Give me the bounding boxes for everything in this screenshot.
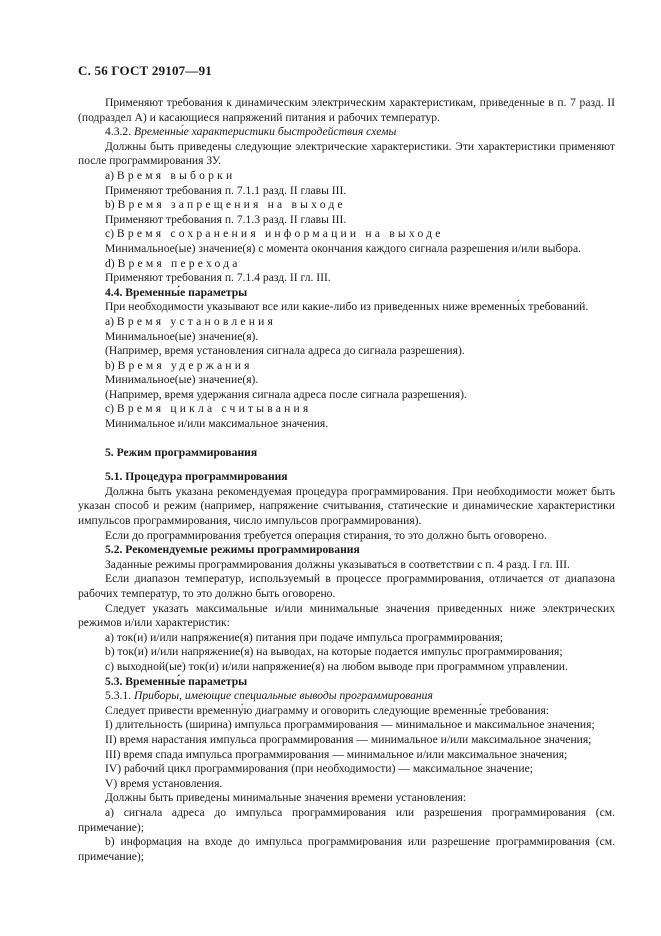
subsection-number: 4.3.2. bbox=[105, 125, 132, 139]
subsection-title: Приборы, имеющие специальные выводы программирования bbox=[134, 689, 433, 703]
section-heading: 5.1. Процедура программирования bbox=[105, 470, 288, 484]
item-marker: с) bbox=[105, 402, 115, 416]
spaced-term: Время сохранения информации на выходе bbox=[116, 227, 444, 241]
paragraph: При необходимости указывают все или какие-либо из приведенных ниже временны́х требований. bbox=[105, 300, 589, 314]
item-marker: с) bbox=[105, 227, 115, 241]
item-marker: а) bbox=[105, 314, 115, 328]
document-body bbox=[78, 96, 615, 864]
list-item bbox=[78, 169, 615, 184]
subsection-title: Временны́е характеристики быстродействия схемы bbox=[134, 125, 397, 139]
paragraph: Должна быть указана рекомендуемая процедура программирования. При необходимости может быть указан способ и режим (например, напряжение считывания, статические и динамические характеристики импульсов программирования, число импульсов программирования). bbox=[78, 484, 615, 528]
list-item bbox=[78, 198, 615, 213]
spaced-term: Время удержания bbox=[117, 358, 253, 372]
paragraph: Следует указать максимальные и/или минимальные значения приведенных ниже электрических режимов и/или характеристик: bbox=[78, 601, 615, 630]
item-marker: а) bbox=[105, 168, 115, 182]
list-item bbox=[78, 257, 615, 272]
spaced-term: Время цикла считывания bbox=[116, 402, 312, 416]
list-item bbox=[78, 315, 615, 330]
paragraph: Применяют требования п. 7.1.4 разд. II гл. III. bbox=[105, 271, 331, 285]
spacer bbox=[78, 460, 615, 470]
item-marker: b) bbox=[105, 358, 115, 372]
list-item: b) информация на входе до импульса программирования или разрешение программирования (см. примечание); bbox=[78, 835, 615, 863]
subsection-number: 5.3.1. bbox=[105, 689, 132, 703]
list-item bbox=[78, 359, 615, 374]
section-heading: 5. Режим программирования bbox=[105, 445, 258, 459]
spaced-term: Время установления bbox=[116, 314, 277, 328]
paragraph: Следует привести временну́ю диаграмму и оговорить следующие временны́е требования: bbox=[105, 703, 549, 717]
section-heading: 4.4. Временны́е параметры bbox=[105, 285, 248, 299]
list-item: V) время установления. bbox=[105, 776, 223, 790]
list-item: IV) рабочий цикл программирования (при необходимости) — максимальное значение; bbox=[105, 762, 533, 776]
list-item bbox=[78, 227, 615, 242]
paragraph: Минимальное(ые) значение(я) с момента окончания каждого сигнала разрешения и/или выбора. bbox=[105, 241, 582, 255]
spaced-term: Время выборки bbox=[116, 168, 236, 182]
paragraph: Минимальное(ые) значение(я). bbox=[105, 373, 259, 387]
paragraph: Если до программирования требуется операция стирания, то это должно быть оговорено. bbox=[105, 528, 547, 542]
list-item: а) ток(и) и/или напряжение(я) питания при подаче импульса программирования; bbox=[105, 630, 504, 644]
paragraph: Заданные режимы программирования должны указываться в соответствии с п. 4 разд. I гл. III. bbox=[105, 557, 570, 571]
paragraph: Должны быть приведены минимальные значения времени установления: bbox=[105, 791, 467, 805]
paragraph: Применяют требования п. 7.1.3 разд. II главы III. bbox=[105, 212, 347, 226]
spaced-term: Время запрещения на выходе bbox=[117, 198, 346, 212]
paragraph: Если диапазон температур, используемый в процессе программирования, отличается от диапазона рабочих температур, то это должно быть оговорено. bbox=[78, 572, 615, 600]
paragraph: Минимальное и/или максимальное значения. bbox=[105, 417, 329, 431]
paragraph: Применяют требования к динамическим электрическим характеристикам, приведенные в п. 7 разд. II (подраздел А) и касающиеся напряжений питания и рабочих температур. bbox=[78, 96, 615, 124]
item-marker: b) bbox=[105, 198, 115, 212]
paragraph: Применяют требования п. 7.1.1 разд. II главы III. bbox=[105, 183, 347, 197]
paragraph: (Например, время удержания сигнала адреса после сигнала разрешения). bbox=[105, 387, 467, 401]
paragraph: Должны быть приведены следующие электрические характеристики. Эти характеристики применяют после программирования ЗУ. bbox=[78, 139, 615, 168]
spaced-term: Время перехода bbox=[117, 256, 241, 270]
list-item: а) сигнала адреса до импульса программирования или разрешения программирования (см. примечание); bbox=[78, 805, 615, 834]
list-item: с) выходной(ые) ток(и) и/или напряжение(я) на любом выводе при программном управлении. bbox=[105, 659, 568, 673]
section-heading: 5.2. Рекомендуемые режимы программирования bbox=[105, 543, 360, 557]
paragraph: Минимальное(ые) значение(я). bbox=[105, 329, 259, 343]
subsection-heading bbox=[78, 125, 615, 140]
subsection-heading bbox=[78, 689, 615, 704]
spacer bbox=[78, 432, 615, 446]
page-header: С. 56 ГОСТ 29107—91 bbox=[78, 63, 212, 78]
paragraph: (Например, время установления сигнала адреса до сигнала разрешения). bbox=[105, 344, 465, 358]
list-item: II) время нарастания импульса программирования — минимальное и/или максимальное значения; bbox=[105, 732, 592, 746]
list-item: b) ток(и) и/или напряжение(я) на выводах, на которые подается импульс программирования; bbox=[105, 645, 563, 659]
section-heading: 5.3. Временны́е параметры bbox=[105, 674, 248, 688]
list-item: III) время спада импульса программирования — минимальное и/или максимальное значения; bbox=[105, 747, 568, 761]
list-item bbox=[78, 402, 615, 417]
item-marker: d) bbox=[105, 256, 115, 270]
list-item: I) длительность (ширина) импульса программирования — минимальное и максимальное значения; bbox=[105, 718, 595, 732]
